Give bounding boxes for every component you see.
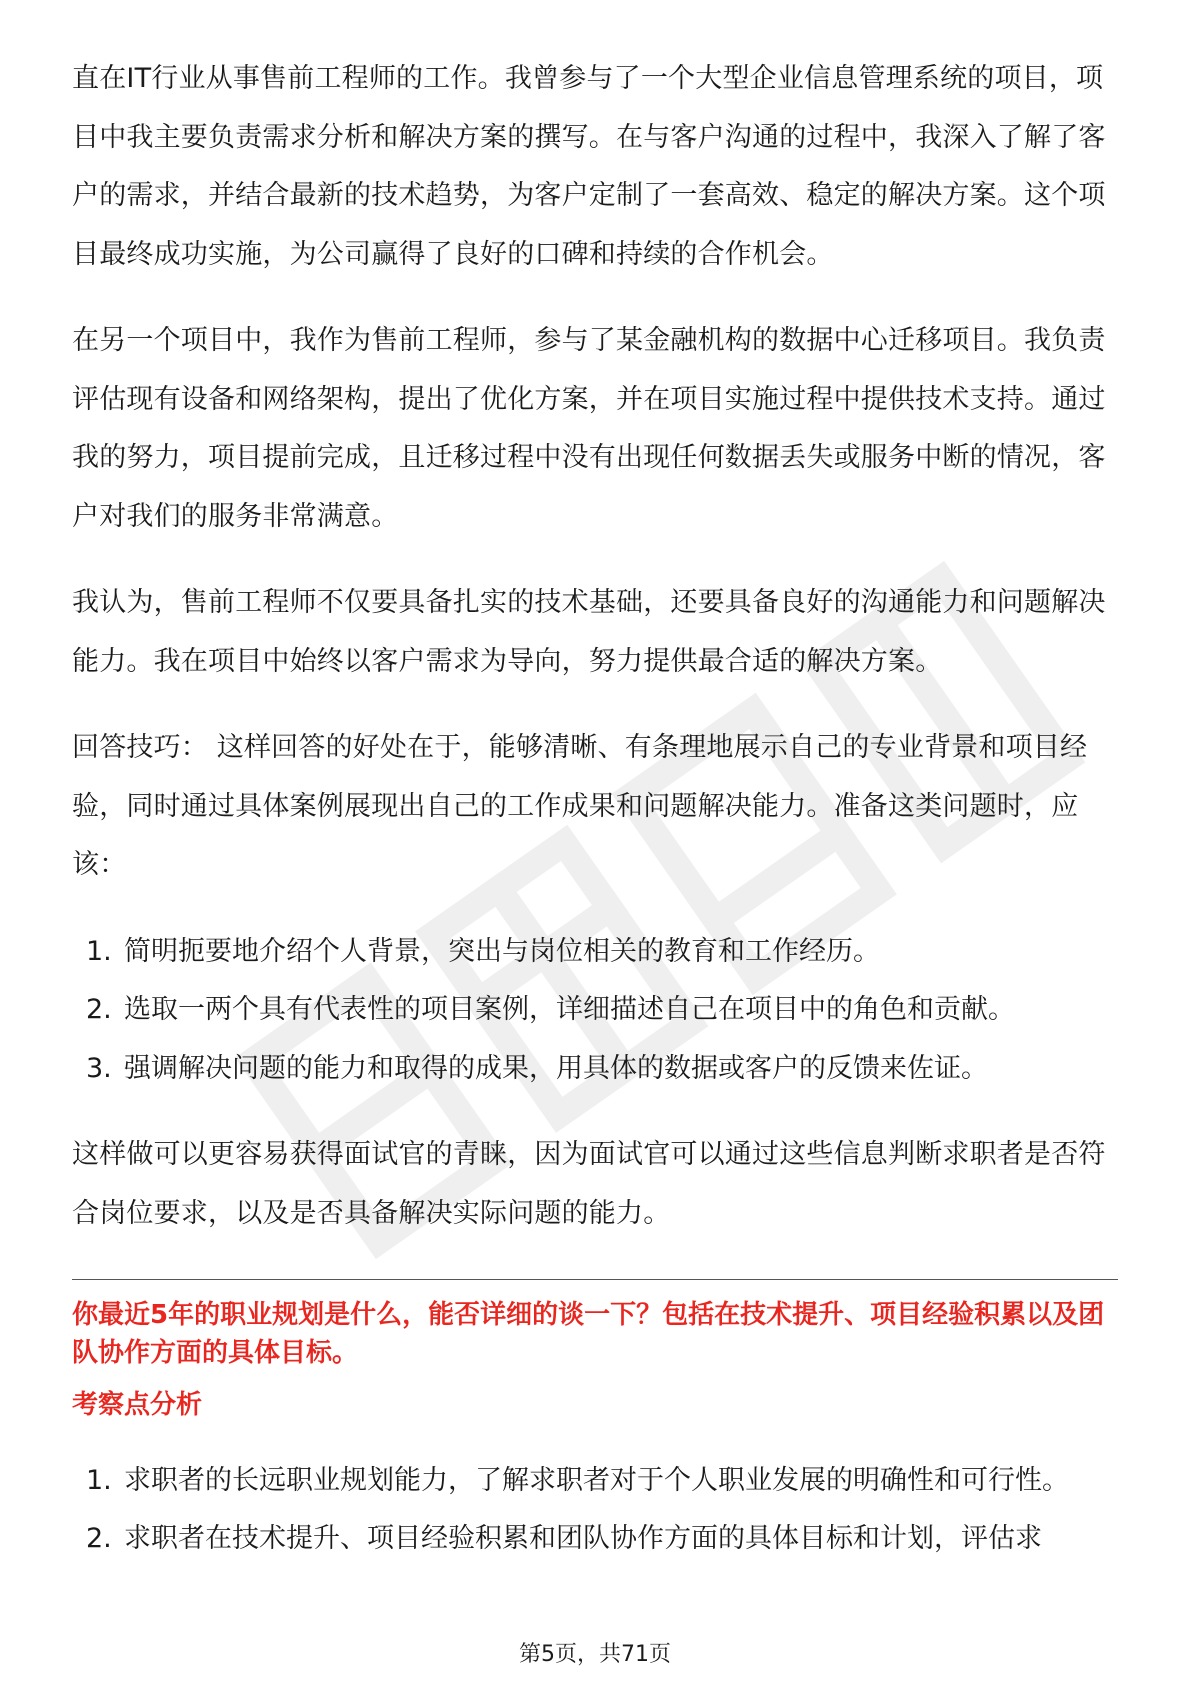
list-item-text: 求职者的长远职业规划能力，了解求职者对于个人职业发展的明确性和可行性。 <box>124 1465 1069 1496</box>
list-item <box>72 981 1118 1040</box>
paragraph-experience-2: 在另一个项目中，我作为售前工程师，参与了某金融机构的数据中心迁移项目。我负责评估现有设备和网络架构，提出了优化方案，并在项目实施过程中提供技术支持。通过我的努力，项目提前完成，且迁移过程中没有出现任何数据丢失或服务中断的情况，客户对我们的服务非常满意。 <box>72 325 1106 532</box>
list-number: 3. <box>86 1052 112 1084</box>
page-footer: 第5页，共71页 <box>519 1642 671 1667</box>
list-item-text: 求职者在技术提升、项目经验积累和团队协作方面的具体目标和计划，评估求 <box>124 1523 1042 1554</box>
paragraph-opinion: 我认为，售前工程师不仅要具备扎实的技术基础，还要具备良好的沟通能力和问题解决能力。我在项目中始终以客户需求为导向，努力提供最合适的解决方案。 <box>72 587 1106 677</box>
analysis-heading: 考察点分析 <box>72 1390 203 1420</box>
main-content <box>72 50 1118 1271</box>
question-title: 你最近5年的职业规划是什么，能否详细的谈一下？包括在技术提升、项目经验积累以及团队协作方面的具体目标。 <box>72 1300 1105 1368</box>
list-item <box>72 1510 1118 1568</box>
analysis-list <box>72 1452 1118 1568</box>
list-number: 1. <box>86 1465 112 1496</box>
section-divider <box>72 1279 1118 1280</box>
paragraph-experience-1: 直在IT行业从事售前工程师的工作。我曾参与了一个大型企业信息管理系统的项目，项目中我主要负责需求分析和解决方案的撰写。在与客户沟通的过程中，我深入了解了客户的需求，并结合最新的技术趋势，为客户定制了一套高效、稳定的解决方案。这个项目最终成功实施，为公司赢得了良好的口碑和持续的合作机会。 <box>72 63 1106 270</box>
paragraph-closing: 这样做可以更容易获得面试官的青睐，因为面试官可以通过这些信息判断求职者是否符合岗位要求，以及是否具备解决实际问题的能力。 <box>72 1139 1106 1229</box>
list-number: 2. <box>86 994 112 1025</box>
list-item-text: 选取一两个具有代表性的项目案例，详细描述自己在项目中的角色和贡献。 <box>124 994 1015 1025</box>
list-number: 2. <box>86 1523 112 1554</box>
paragraph-answer-tips: 回答技巧： 这样回答的好处在于，能够清晰、有条理地展示自己的专业背景和项目经验，同时通过具体案例展现出自己的工作成果和问题解决能力。准备这类问题时，应该： <box>72 732 1088 880</box>
list-item <box>72 1040 1118 1099</box>
list-item <box>72 923 1118 982</box>
list-number: 1. <box>86 935 112 967</box>
list-item-text: 强调解决问题的能力和取得的成果，用具体的数据或客户的反馈来佐证。 <box>124 1052 988 1084</box>
list-item <box>72 1452 1118 1510</box>
tips-list <box>72 923 1118 1099</box>
list-item-text: 简明扼要地介绍个人背景，突出与岗位相关的教育和工作经历。 <box>124 935 880 967</box>
